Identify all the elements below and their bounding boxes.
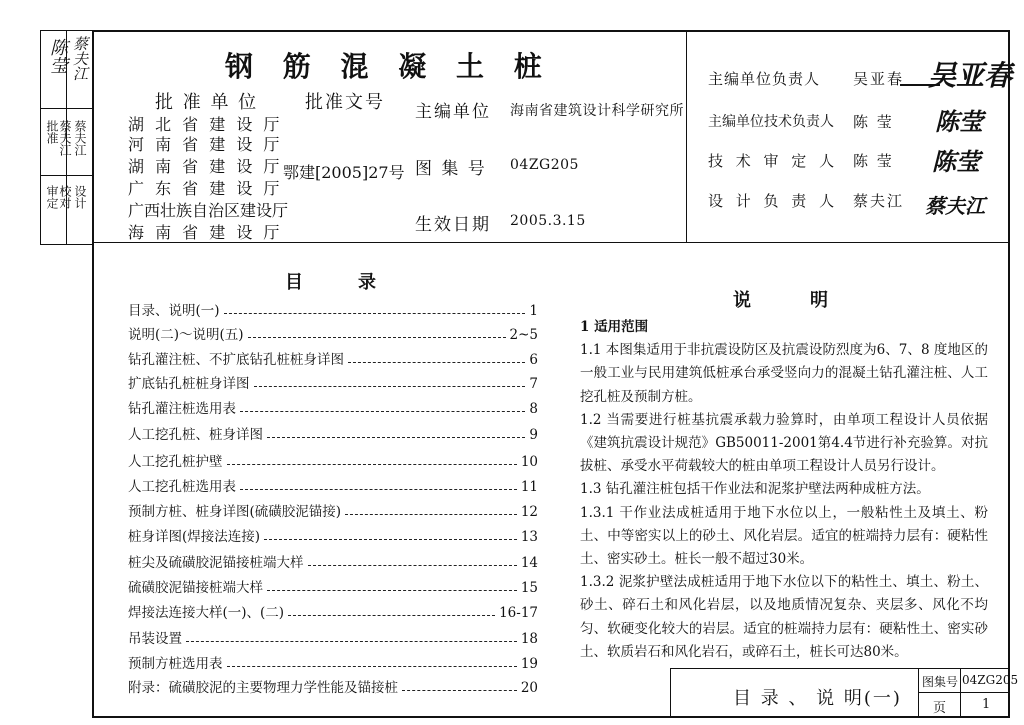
side-label: 批准 xyxy=(45,120,59,144)
toc-item xyxy=(128,325,538,343)
approval-unit-label: 批 准 单 位 xyxy=(155,92,259,113)
toc-item-page: 13 xyxy=(520,529,538,545)
toc-item-page: 9 xyxy=(529,427,538,443)
toc-item-text: 人工挖孔桩、桩身详图 xyxy=(128,427,263,443)
toc-leader xyxy=(288,615,495,616)
responsible-role: 设 计 负 责 人 xyxy=(708,192,839,210)
approving-unit: 广西壮族自治区建设厅 xyxy=(128,201,289,220)
toc-title: 目 xyxy=(285,272,303,293)
toc-item-page: 7 xyxy=(529,376,538,392)
toc-leader xyxy=(224,313,526,314)
page-title: 钢 筋 混 凝 土 桩 xyxy=(225,50,552,83)
signature: 吴亚春 xyxy=(928,59,1013,92)
toc-item xyxy=(128,301,538,319)
notes-title: 明 xyxy=(810,290,828,311)
responsible-name: 陈 莹 xyxy=(853,113,894,131)
margin-line xyxy=(40,30,92,31)
toc-leader xyxy=(254,386,526,387)
toc-item-text: 扩底钻孔桩桩身详图 xyxy=(128,376,250,392)
notes-paragraph: 1.3.2 泥浆护壁法成桩适用于地下水位以下的粘性土、填土、粉土、砂土、碎石土和风化岩层，以及地质情况复杂、夹层多、风化不均匀、软硬变化较大的岩层。适宜的桩端持力层有：硬粘性土、密实砂土、软质岩石和风化岩石，或碎石土，桩长可达80米。 xyxy=(580,574,988,660)
approving-unit: 海 南 省 建 设 厅 xyxy=(128,223,283,242)
atlas-no-value: 04ZG205 xyxy=(510,157,579,173)
side-signature: 蔡夫江 xyxy=(71,36,89,81)
toc-item-text: 桩身详图(焊接法连接) xyxy=(128,529,261,545)
side-label: 设计 xyxy=(73,185,87,209)
approving-unit: 河 南 省 建 设 厅 xyxy=(128,135,283,154)
notes-paragraph: 1.1 本图集适用于非抗震设防区及抗震设防烈度为6、7、8 度地区的一般工业与民用建筑低桩承台承受竖向力的混凝土钻孔灌注桩、人工挖孔桩及预制方桩。 xyxy=(580,342,988,405)
toc-item xyxy=(128,477,538,495)
responsible-name: 吴亚春 xyxy=(853,70,905,88)
side-label: 蔡夫江 xyxy=(58,120,72,156)
toc-leader xyxy=(240,411,525,412)
toc-item-text: 吊装设置 xyxy=(128,631,182,647)
toc-leader xyxy=(348,362,525,363)
toc-item-page: 10 xyxy=(520,454,538,470)
toc-item-text: 预制方桩、桩身详图(硫磺胶泥锚接) xyxy=(128,504,342,520)
toc-item-page: 19 xyxy=(520,656,538,672)
toc-leader xyxy=(227,464,517,465)
approving-unit: 广 东 省 建 设 厅 xyxy=(128,179,283,198)
signature: 陈莹 xyxy=(932,147,980,176)
toc-leader xyxy=(264,539,517,540)
toc-item-text: 附录：硫磺胶泥的主要物理力学性能及锚接桩 xyxy=(128,680,398,696)
toc-item-page: 14 xyxy=(520,555,538,571)
approval-doc-label: 批准文号 xyxy=(305,92,385,113)
title-block-line xyxy=(918,668,919,718)
toc-item-page: 2~5 xyxy=(509,327,538,343)
toc-item xyxy=(128,399,538,417)
side-label: 审定 xyxy=(45,185,59,209)
page-label: 页 xyxy=(933,701,947,716)
side-label: 蔡夫江 xyxy=(73,120,87,156)
responsible-name: 陈 莹 xyxy=(853,152,894,170)
toc-item-page: 20 xyxy=(520,680,538,696)
toc-leader xyxy=(267,437,525,438)
toc-item-page: 18 xyxy=(520,631,538,647)
toc-item xyxy=(128,425,538,443)
toc-item-page: 15 xyxy=(520,580,538,596)
toc-item xyxy=(128,553,538,571)
signature: 蔡夫江 xyxy=(925,194,985,218)
atlas-value: 04ZG205 xyxy=(962,673,1019,687)
approval-doc-number: 鄂建[2005]27号 xyxy=(283,163,405,182)
toc-item xyxy=(128,452,538,470)
toc-item-text: 硫磺胶泥锚接桩端大样 xyxy=(128,580,263,596)
side-label: 校对 xyxy=(58,185,72,209)
sheet-title: 目 录 、 说 明(一) xyxy=(733,688,902,709)
chief-unit-value: 海南省建筑设计科学研究所 xyxy=(510,103,684,119)
toc-item-text: 钻孔灌注桩选用表 xyxy=(128,401,236,417)
toc-item-page: 11 xyxy=(520,479,538,495)
notes-paragraph: 1.3 钻孔灌注桩包括干作业法和泥浆护壁法两种成桩方法。 xyxy=(580,481,930,498)
notes-paragraph: 1.2 当需要进行桩基抗震承载力验算时，由单项工程设计人员依据《建筑抗震设计规范》GB50011-2001第4.4节进行补充验算。对抗拔桩、承受水平荷载较大的桩由单项工程设计人员另行设计。 xyxy=(580,411,988,475)
toc-leader xyxy=(345,514,517,515)
toc-item-text: 目录、说明(一) xyxy=(128,303,220,319)
toc-item-text: 预制方桩选用表 xyxy=(128,656,223,672)
atlas-label: 图集号 xyxy=(922,675,959,689)
toc-item-text: 焊接法连接大样(一)、(二) xyxy=(128,605,285,621)
header-right-divider xyxy=(686,30,687,242)
margin-line xyxy=(40,244,92,245)
toc-item-text: 钻孔灌注桩、不扩底钻孔桩桩身详图 xyxy=(128,352,344,368)
signature: 陈莹 xyxy=(935,107,983,136)
responsible-name: 蔡夫江 xyxy=(853,192,905,210)
chief-unit-label: 主编单位 xyxy=(415,102,491,122)
toc-leader xyxy=(267,590,517,591)
notes-paragraph: 1.3.1 干作业法成桩适用于地下水位以上，一般粘性土及填土、粉土、中等密实以上的砂土、风化岩层。适宜的桩端持力层有：硬粘性土、密实砂土。桩长一般不超过30米。 xyxy=(580,504,988,568)
toc-item-page: 16-17 xyxy=(499,605,538,621)
toc-item xyxy=(128,527,538,545)
notes-section-heading: 1 适用范围 xyxy=(580,319,649,335)
notes-title: 说 xyxy=(733,290,751,311)
toc-item xyxy=(128,578,538,596)
toc-item-page: 12 xyxy=(520,504,538,520)
responsible-role: 主编单位负责人 xyxy=(708,70,821,88)
toc-leader xyxy=(186,641,517,642)
atlas-no-label: 图 集 号 xyxy=(415,159,487,179)
title-block-line xyxy=(960,668,961,718)
margin-line xyxy=(40,30,41,244)
toc-item xyxy=(128,678,538,696)
title-block-line xyxy=(670,668,671,718)
margin-line xyxy=(40,108,92,109)
toc-item-page: 8 xyxy=(529,401,538,417)
approving-unit: 湖 南 省 建 设 厅 xyxy=(128,157,283,176)
toc-item xyxy=(128,603,538,621)
toc-item xyxy=(128,350,538,368)
toc-item-text: 说明(二)～说明(五) xyxy=(128,327,244,343)
title-block-line xyxy=(918,692,1010,693)
toc-item-page: 1 xyxy=(529,303,538,319)
approving-unit: 湖 北 省 建 设 厅 xyxy=(128,115,283,134)
toc-item xyxy=(128,654,538,672)
toc-item-page: 6 xyxy=(529,352,538,368)
responsible-role: 技 术 审 定 人 xyxy=(708,152,839,170)
toc-leader xyxy=(248,337,506,338)
toc-leader xyxy=(240,489,517,490)
toc-title: 录 xyxy=(358,272,376,293)
margin-line xyxy=(40,175,92,176)
responsible-role: 主编单位技术负责人 xyxy=(708,114,834,130)
page-value: 1 xyxy=(982,697,991,712)
title-block-line xyxy=(670,668,1010,669)
toc-item xyxy=(128,502,538,520)
toc-leader xyxy=(227,666,517,667)
toc-item-text: 人工挖孔桩选用表 xyxy=(128,479,236,495)
signature-stroke xyxy=(900,84,940,86)
side-signature: 陈莹 xyxy=(47,38,68,74)
effective-date-value: 2005.3.15 xyxy=(510,213,586,229)
toc-item-text: 桩尖及硫磺胶泥锚接桩端大样 xyxy=(128,555,304,571)
toc-item xyxy=(128,629,538,647)
toc-item xyxy=(128,374,538,392)
toc-item-text: 人工挖孔桩护壁 xyxy=(128,454,223,470)
effective-date-label: 生效日期 xyxy=(415,215,491,235)
notes-body xyxy=(580,316,988,664)
toc-leader xyxy=(308,565,517,566)
toc-leader xyxy=(402,690,517,691)
